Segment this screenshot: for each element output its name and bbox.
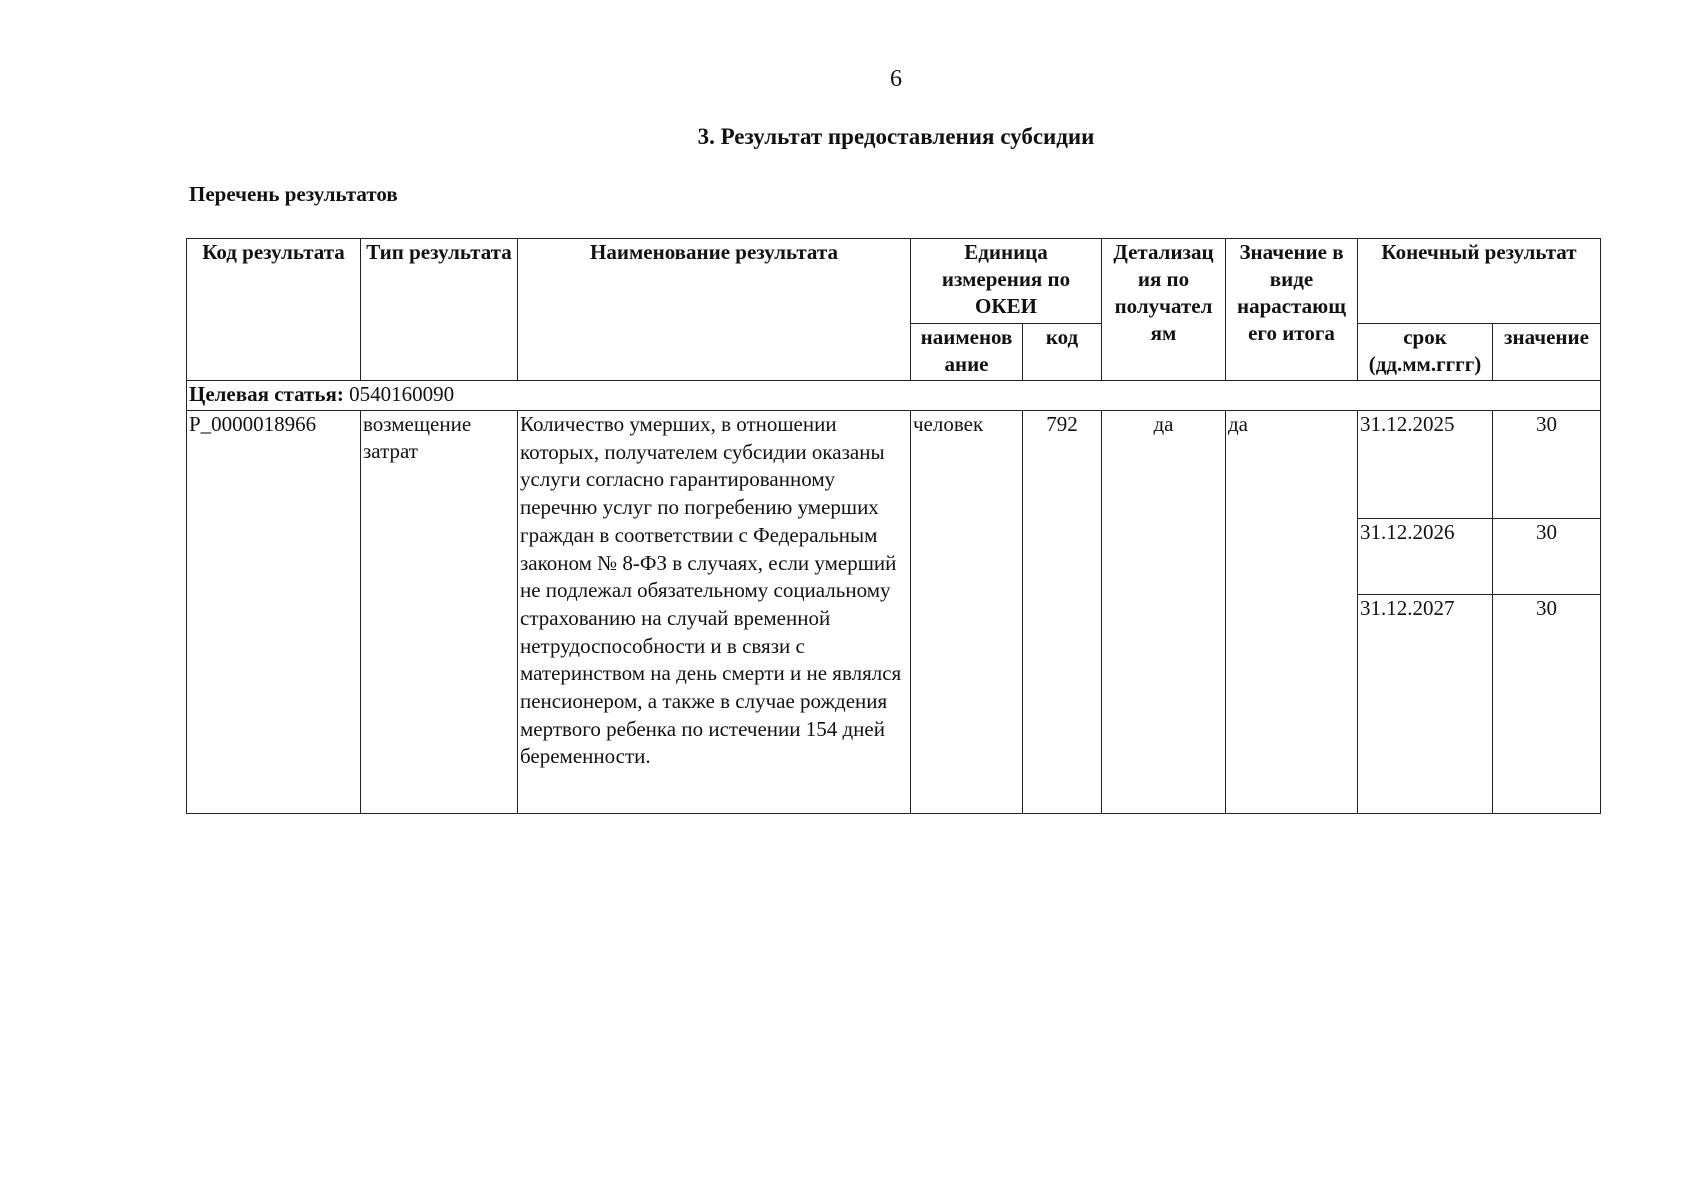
final-date-cell: 31.12.2027 xyxy=(1358,595,1493,814)
header-result-code: Код результата xyxy=(187,239,361,381)
table-row xyxy=(187,411,1601,519)
target-article-label: Целевая статья: xyxy=(189,382,344,406)
header-unit-code: код xyxy=(1023,324,1102,381)
header-result-name: Наименование результата xyxy=(518,239,911,381)
header-final-result: Конечный результат xyxy=(1358,239,1601,324)
header-final-date: срок (дд.мм.гггг) xyxy=(1358,324,1493,381)
header-unit: Единица измерения по ОКЕИ xyxy=(911,239,1102,324)
result-code-cell: P_0000018966 xyxy=(187,411,361,814)
page-number: 6 xyxy=(890,66,902,92)
target-article-row xyxy=(187,381,1601,411)
header-result-type: Тип результата xyxy=(361,239,518,381)
final-value-cell: 30 xyxy=(1493,411,1601,519)
result-type-cell: возмещение затрат xyxy=(361,411,518,814)
result-name-cell: Количество умерших, в отношении которых, получателем субсидии оказаны услуги согласно гарантированному перечню услуг по погребению умерших граждан в соответствии с Федеральным законом № 8-ФЗ в случаях, если умерший не подлежал обязательному социальному страхованию на случай временной нетрудоспособности и в связи с материнством на день смерти и не являлся пенсионером, а также в случае рождения мертвого ребенка по истечении 154 дней беременности. xyxy=(518,411,911,814)
results-table xyxy=(186,238,1601,814)
header-final-value: значение xyxy=(1493,324,1601,381)
target-article-value: 0540160090 xyxy=(349,382,455,406)
final-value-cell: 30 xyxy=(1493,519,1601,595)
header-row xyxy=(187,239,1601,324)
header-detail: Детализац ия по получател ям xyxy=(1102,239,1226,381)
detail-cell: да xyxy=(1102,411,1226,814)
cumulative-cell: да xyxy=(1226,411,1358,814)
final-date-cell: 31.12.2026 xyxy=(1358,519,1493,595)
results-list-title: Перечень результатов xyxy=(189,182,398,206)
section-title: 3. Результат предоставления субсидии xyxy=(697,124,1095,149)
header-unit-name: наименов ание xyxy=(911,324,1023,381)
final-date-cell: 31.12.2025 xyxy=(1358,411,1493,519)
unit-name-cell: человек xyxy=(911,411,1023,814)
header-cumulative: Значение в виде нарастающ его итога xyxy=(1226,239,1358,381)
unit-code-cell: 792 xyxy=(1023,411,1102,814)
final-value-cell: 30 xyxy=(1493,595,1601,814)
